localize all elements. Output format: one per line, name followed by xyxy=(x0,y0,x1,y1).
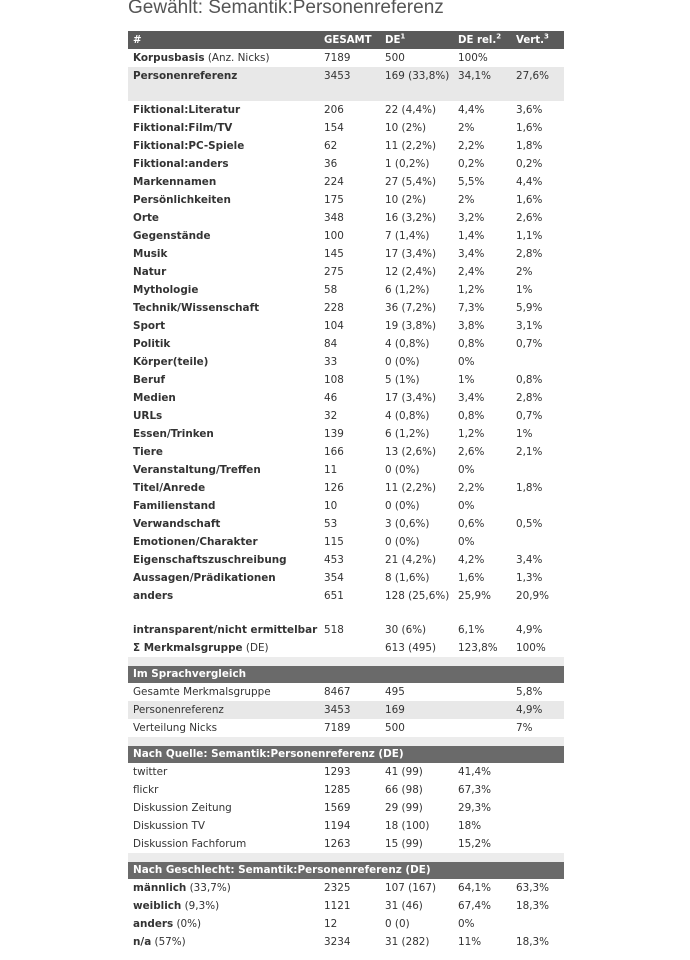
row-label: Orte xyxy=(133,211,159,224)
cell-gesamt: 154 xyxy=(324,121,344,134)
cell-de-rel: 2,2% xyxy=(458,481,485,494)
cell-gesamt: 2325 xyxy=(324,881,351,894)
cell-vert: 3,6% xyxy=(516,103,543,116)
table-header xyxy=(128,31,564,49)
table-row xyxy=(128,353,564,371)
cell-de: 22 (4,4%) xyxy=(385,103,437,116)
table-row xyxy=(128,879,564,897)
cell-de-rel: 1% xyxy=(458,373,475,386)
cell-de: 11 (2,2%) xyxy=(385,481,437,494)
row-label: Korpusbasis (Anz. Nicks) xyxy=(133,51,270,64)
cell-de-rel: 1,2% xyxy=(458,283,485,296)
table-row xyxy=(128,389,564,407)
table-row xyxy=(128,137,564,155)
cell-gesamt: 228 xyxy=(324,301,344,314)
cell-vert xyxy=(511,49,564,67)
cell-vert: 1,8% xyxy=(516,481,543,494)
cell-gesamt: 84 xyxy=(324,337,338,350)
cell-vert: 3,1% xyxy=(516,319,543,332)
cell-vert: 63,3% xyxy=(516,881,550,894)
cell-de: 16 (3,2%) xyxy=(385,211,437,224)
table-row xyxy=(128,371,564,389)
row-label: Diskussion Zeitung xyxy=(133,801,232,814)
table-row xyxy=(128,101,564,119)
table-row xyxy=(128,683,564,701)
table-row xyxy=(128,461,564,479)
cell-gesamt: 108 xyxy=(324,373,344,386)
table-row xyxy=(128,479,564,497)
row-label: Verwandschaft xyxy=(133,517,221,530)
row-label: Emotionen/Charakter xyxy=(133,535,258,548)
cell-de: 29 (99) xyxy=(385,801,423,814)
cell-vert: 18,3% xyxy=(516,899,550,912)
cell-de: 31 (46) xyxy=(385,899,423,912)
cell-de-rel: 2,4% xyxy=(458,265,485,278)
table-row xyxy=(128,817,564,835)
cell-de: 500 xyxy=(385,51,405,64)
section-title: Nach Geschlecht: Semantik:Personenreferenz (DE) xyxy=(128,862,564,879)
cell-gesamt: 36 xyxy=(324,157,338,170)
table-row xyxy=(128,299,564,317)
row-label: Essen/Trinken xyxy=(133,427,214,440)
table-row xyxy=(128,639,564,657)
cell-de: 18 (100) xyxy=(385,819,430,832)
cell-vert: 0,2% xyxy=(516,157,543,170)
cell-gesamt: 3453 xyxy=(319,701,380,719)
row-label: Aussagen/Prädikationen xyxy=(133,571,276,584)
cell-vert: 1% xyxy=(516,283,533,296)
table-row xyxy=(128,569,564,587)
spacer-cell xyxy=(128,737,564,746)
cell-de: 8 (1,6%) xyxy=(385,571,430,584)
row-label: Körper(teile) xyxy=(133,355,209,368)
cell-de-rel: 0,8% xyxy=(458,409,485,422)
cell-de-rel: 41,4% xyxy=(458,765,492,778)
table-row xyxy=(128,533,564,551)
cell-de: 10 (2%) xyxy=(385,193,427,206)
row-label: Verteilung Nicks xyxy=(133,721,218,734)
cell-de: 27 (5,4%) xyxy=(385,175,437,188)
table-row xyxy=(128,621,564,639)
table-row xyxy=(128,719,564,737)
row-label: Familienstand xyxy=(133,499,216,512)
row-label: Tiere xyxy=(133,445,163,458)
cell-de: 15 (99) xyxy=(385,837,423,850)
table-row xyxy=(128,263,564,281)
spacer-cell xyxy=(128,657,564,666)
cell-vert: 27,6% xyxy=(511,67,564,101)
col-header-de: $DE^1$ xyxy=(380,31,453,49)
cell-de: 1 (0,2%) xyxy=(385,157,430,170)
cell-vert: 1,6% xyxy=(516,193,543,206)
col-header-de-rel: DE rel.$^2$ xyxy=(453,31,511,49)
table-row xyxy=(128,335,564,353)
section-spacer xyxy=(128,737,564,746)
row-label: weiblich (9,3%) xyxy=(133,899,220,912)
cell-vert: 2,8% xyxy=(516,391,543,404)
cell-gesamt: 453 xyxy=(324,553,344,566)
cell-vert: 2,6% xyxy=(516,211,543,224)
cell-vert xyxy=(511,353,564,371)
cell-gesamt: 145 xyxy=(324,247,344,260)
cell-gesamt: 115 xyxy=(324,535,344,548)
cell-gesamt: 32 xyxy=(324,409,338,422)
cell-gesamt: 46 xyxy=(324,391,338,404)
cell-de: 6 (1,2%) xyxy=(385,427,430,440)
table-row xyxy=(128,781,564,799)
cell-de: 19 (3,8%) xyxy=(385,319,437,332)
table-row xyxy=(128,701,564,719)
section-header-sprachvergleich xyxy=(128,666,564,683)
cell-gesamt: 1293 xyxy=(324,765,351,778)
cell-gesamt: 8467 xyxy=(324,685,351,698)
col-header-vert: Vert.$^3$ xyxy=(511,31,564,49)
cell-gesamt: 7189 xyxy=(324,721,351,734)
cell-de-rel: 100% xyxy=(458,51,488,64)
row-label: Fiktional:anders xyxy=(133,157,229,170)
row-label: Personenreferenz xyxy=(128,67,319,101)
cell-de-rel: 2,6% xyxy=(458,445,485,458)
row-label: Diskussion TV xyxy=(133,819,205,832)
cell-gesamt: 3234 xyxy=(324,935,351,948)
cell-vert: 1,8% xyxy=(516,139,543,152)
cell-vert: 5,8% xyxy=(516,685,543,698)
cell-de: 169 xyxy=(380,701,453,719)
cell-vert: 4,4% xyxy=(516,175,543,188)
row-label: Veranstaltung/Treffen xyxy=(133,463,261,476)
section-header-quelle xyxy=(128,746,564,763)
cell-vert: 5,9% xyxy=(516,301,543,314)
cell-gesamt: 518 xyxy=(324,623,344,636)
section-spacer xyxy=(128,853,564,862)
cell-de-rel: 0% xyxy=(458,535,475,548)
row-label: Σ Merkmalsgruppe (DE) xyxy=(133,641,269,654)
cell-de-rel: 1,2% xyxy=(458,427,485,440)
col-header-label: # xyxy=(128,31,319,49)
row-label: Gesamte Merkmalsgruppe xyxy=(133,685,271,698)
page-title: Gewählt: Semantik:Personenreferenz xyxy=(128,0,444,18)
cell-de-rel: 1,4% xyxy=(458,229,485,242)
cell-vert xyxy=(511,781,564,799)
cell-de: 0 (0%) xyxy=(385,535,420,548)
table-row xyxy=(128,407,564,425)
row-label: Natur xyxy=(133,265,167,278)
cell-vert: 0,5% xyxy=(516,517,543,530)
cell-de-rel: 0,6% xyxy=(458,517,485,530)
cell-vert: 100% xyxy=(516,641,546,654)
cell-vert xyxy=(511,799,564,817)
cell-vert: 2% xyxy=(516,265,533,278)
table-row xyxy=(128,425,564,443)
cell-gesamt: 11 xyxy=(324,463,338,476)
cell-de-rel: 7,3% xyxy=(458,301,485,314)
table-row xyxy=(128,245,564,263)
table-row xyxy=(128,515,564,533)
row-label: Eigenschaftszuschreibung xyxy=(133,553,287,566)
cell-gesamt: 1263 xyxy=(324,837,351,850)
row-label: männlich (33,7%) xyxy=(133,881,231,894)
cell-gesamt: 139 xyxy=(324,427,344,440)
cell-de: 0 (0%) xyxy=(385,355,420,368)
cell-de-rel: 15,2% xyxy=(458,837,492,850)
cell-de: 31 (282) xyxy=(385,935,430,948)
row-label: Diskussion Fachforum xyxy=(133,837,247,850)
cell-de-rel: 0% xyxy=(458,463,475,476)
cell-de: 30 (6%) xyxy=(385,623,427,636)
cell-de: 13 (2,6%) xyxy=(385,445,437,458)
cell-de: 41 (99) xyxy=(385,765,423,778)
cell-gesamt: 126 xyxy=(324,481,344,494)
row-label: anders xyxy=(133,590,174,602)
cell-de: 613 (495) xyxy=(385,641,437,654)
cell-de: 4 (0,8%) xyxy=(385,337,430,350)
table-row xyxy=(128,67,564,101)
cell-vert xyxy=(511,461,564,479)
cell-vert: 0,8% xyxy=(516,373,543,386)
cell-vert: 1,1% xyxy=(516,229,543,242)
cell-vert: 4,9% xyxy=(516,623,543,636)
cell-de-rel: 3,2% xyxy=(458,211,485,224)
section-title: Im Sprachvergleich xyxy=(128,666,564,683)
cell-gesamt: 1569 xyxy=(324,801,351,814)
cell-de-rel xyxy=(453,701,511,719)
table-row xyxy=(128,119,564,137)
row-label: Fiktional:Literatur xyxy=(133,103,241,116)
row-label: Persönlichkeiten xyxy=(133,193,231,206)
table-row xyxy=(128,49,564,67)
table-row xyxy=(128,227,564,245)
cell-de: 169 (33,8%) xyxy=(380,67,453,101)
cell-de-rel xyxy=(453,719,511,737)
row-label: Personenreferenz xyxy=(128,701,319,719)
section-header-geschlecht xyxy=(128,862,564,879)
cell-de: 12 (2,4%) xyxy=(385,265,437,278)
row-label: Mythologie xyxy=(133,283,199,296)
cell-gesamt: 104 xyxy=(324,319,344,332)
cell-de-rel: 34,1% xyxy=(453,67,511,101)
cell-de: 6 (1,2%) xyxy=(385,283,430,296)
cell-gesamt: 651 xyxy=(324,590,344,602)
cell-gesamt: 1121 xyxy=(324,899,351,912)
cell-de: 7 (1,4%) xyxy=(385,229,430,242)
cell-vert xyxy=(511,763,564,781)
cell-vert: 1,6% xyxy=(516,121,543,134)
row-label: anders (0%) xyxy=(133,917,202,930)
cell-de-rel: 0% xyxy=(458,917,475,930)
row-label: Musik xyxy=(133,247,168,260)
cell-de: 0 (0%) xyxy=(385,463,420,476)
cell-de: 4 (0,8%) xyxy=(385,409,430,422)
cell-de-rel: 3,8% xyxy=(458,319,485,332)
cell-gesamt: 354 xyxy=(324,571,344,584)
cell-de-rel: 2% xyxy=(458,193,475,206)
cell-de-rel: 29,3% xyxy=(458,801,492,814)
cell-vert xyxy=(511,817,564,835)
row-label: twitter xyxy=(133,765,168,778)
cell-vert: 7% xyxy=(516,721,533,734)
cell-gesamt: 1285 xyxy=(324,783,351,796)
table-row xyxy=(128,915,564,933)
row-label: Technik/Wissenschaft xyxy=(133,301,260,314)
table-row xyxy=(128,835,564,853)
cell-gesamt: 348 xyxy=(324,211,344,224)
table-row xyxy=(128,763,564,781)
row-label: Sport xyxy=(133,319,166,332)
cell-gesamt: 275 xyxy=(324,265,344,278)
cell-gesamt: 62 xyxy=(324,139,338,152)
cell-vert: 20,9% xyxy=(516,590,550,602)
cell-de: 0 (0) xyxy=(385,917,410,930)
cell-gesamt: 33 xyxy=(324,355,338,368)
cell-gesamt: 100 xyxy=(324,229,344,242)
cell-de-rel: 4,4% xyxy=(458,103,485,116)
table-row xyxy=(128,497,564,515)
cell-de-rel: 67,4% xyxy=(458,899,492,912)
cell-de: 10 (2%) xyxy=(385,121,427,134)
cell-de-rel: 1,6% xyxy=(458,571,485,584)
cell-vert xyxy=(511,533,564,551)
cell-de-rel: 5,5% xyxy=(458,175,485,188)
cell-vert: 1,3% xyxy=(516,571,543,584)
table-row xyxy=(128,173,564,191)
row-label: intransparent/nicht ermittelbar xyxy=(133,623,318,636)
cell-de-rel: 67,3% xyxy=(458,783,492,796)
cell-gesamt: 12 xyxy=(324,917,338,930)
cell-de-rel: 123,8% xyxy=(458,641,498,654)
cell-de-rel: 64,1% xyxy=(458,881,492,894)
row-label: Beruf xyxy=(133,373,166,386)
row-label: Markennamen xyxy=(133,175,217,188)
cell-de-rel: 25,9% xyxy=(458,590,492,602)
table-row xyxy=(128,933,564,951)
cell-de: 66 (98) xyxy=(385,783,423,796)
cell-gesamt: 58 xyxy=(324,283,338,296)
cell-de: 128 (25,6%) xyxy=(385,590,450,602)
cell-de-rel: 2,2% xyxy=(458,139,485,152)
table-row xyxy=(128,191,564,209)
table-row xyxy=(128,551,564,569)
cell-de-rel: 3,4% xyxy=(458,391,485,404)
cell-de-rel: 18% xyxy=(458,819,482,832)
cell-vert xyxy=(511,835,564,853)
section-title: Nach Quelle: Semantik:Personenreferenz (DE) xyxy=(128,746,564,763)
cell-de: 107 (167) xyxy=(385,881,437,894)
cell-de: 500 xyxy=(385,721,405,734)
spacer-cell xyxy=(128,853,564,862)
cell-de-rel xyxy=(453,683,511,701)
table-row xyxy=(128,155,564,173)
cell-vert xyxy=(511,497,564,515)
cell-de: 17 (3,4%) xyxy=(385,247,437,260)
cell-vert: 18,3% xyxy=(516,935,550,948)
cell-de: 36 (7,2%) xyxy=(385,301,437,314)
cell-de-rel: 11% xyxy=(458,935,482,948)
cell-gesamt: 224 xyxy=(324,175,344,188)
cell-vert: 2,8% xyxy=(516,247,543,260)
row-label: Medien xyxy=(133,391,176,404)
cell-de-rel: 0% xyxy=(458,355,475,368)
cell-de-rel: 3,4% xyxy=(458,247,485,260)
results-table xyxy=(128,31,564,951)
table-row xyxy=(128,587,564,621)
cell-de: 21 (4,2%) xyxy=(385,553,437,566)
cell-gesamt: 175 xyxy=(324,193,344,206)
cell-gesamt xyxy=(319,639,380,657)
row-label: Politik xyxy=(133,337,171,350)
col-header-gesamt: GESAMT xyxy=(319,31,380,49)
cell-vert: 3,4% xyxy=(516,553,543,566)
table-row xyxy=(128,209,564,227)
cell-de: 3 (0,6%) xyxy=(385,517,430,530)
cell-gesamt: 166 xyxy=(324,445,344,458)
cell-gesamt: 10 xyxy=(324,499,338,512)
row-label: Fiktional:Film/TV xyxy=(133,121,233,134)
table-row xyxy=(128,799,564,817)
cell-gesamt: 3453 xyxy=(319,67,380,101)
cell-vert xyxy=(511,915,564,933)
cell-vert: 2,1% xyxy=(516,445,543,458)
cell-gesamt: 53 xyxy=(324,517,338,530)
cell-vert: 4,9% xyxy=(511,701,564,719)
section-spacer xyxy=(128,657,564,666)
cell-vert: 0,7% xyxy=(516,409,543,422)
cell-de-rel: 0% xyxy=(458,499,475,512)
table-row xyxy=(128,897,564,915)
table-row xyxy=(128,443,564,461)
cell-de-rel: 0,2% xyxy=(458,157,485,170)
table-row xyxy=(128,317,564,335)
cell-de: 11 (2,2%) xyxy=(385,139,437,152)
cell-de: 5 (1%) xyxy=(385,373,420,386)
row-label: Titel/Anrede xyxy=(133,481,206,494)
cell-gesamt: 1194 xyxy=(324,819,351,832)
cell-gesamt: 206 xyxy=(324,103,344,116)
cell-vert: 1% xyxy=(516,427,533,440)
cell-de-rel: 2% xyxy=(458,121,475,134)
cell-gesamt: 7189 xyxy=(324,51,351,64)
cell-de: 0 (0%) xyxy=(385,499,420,512)
row-label: Fiktional:PC-Spiele xyxy=(133,139,245,152)
cell-de: 17 (3,4%) xyxy=(385,391,437,404)
row-label: flickr xyxy=(133,783,159,796)
cell-vert: 0,7% xyxy=(516,337,543,350)
table-row xyxy=(128,281,564,299)
cell-de-rel: 6,1% xyxy=(458,623,485,636)
row-label: n/a (57%) xyxy=(133,935,186,948)
cell-de: 495 xyxy=(385,685,405,698)
row-label: Gegenstände xyxy=(133,229,211,242)
row-label: URLs xyxy=(133,409,163,422)
cell-de-rel: 4,2% xyxy=(458,553,485,566)
cell-de-rel: 0,8% xyxy=(458,337,485,350)
